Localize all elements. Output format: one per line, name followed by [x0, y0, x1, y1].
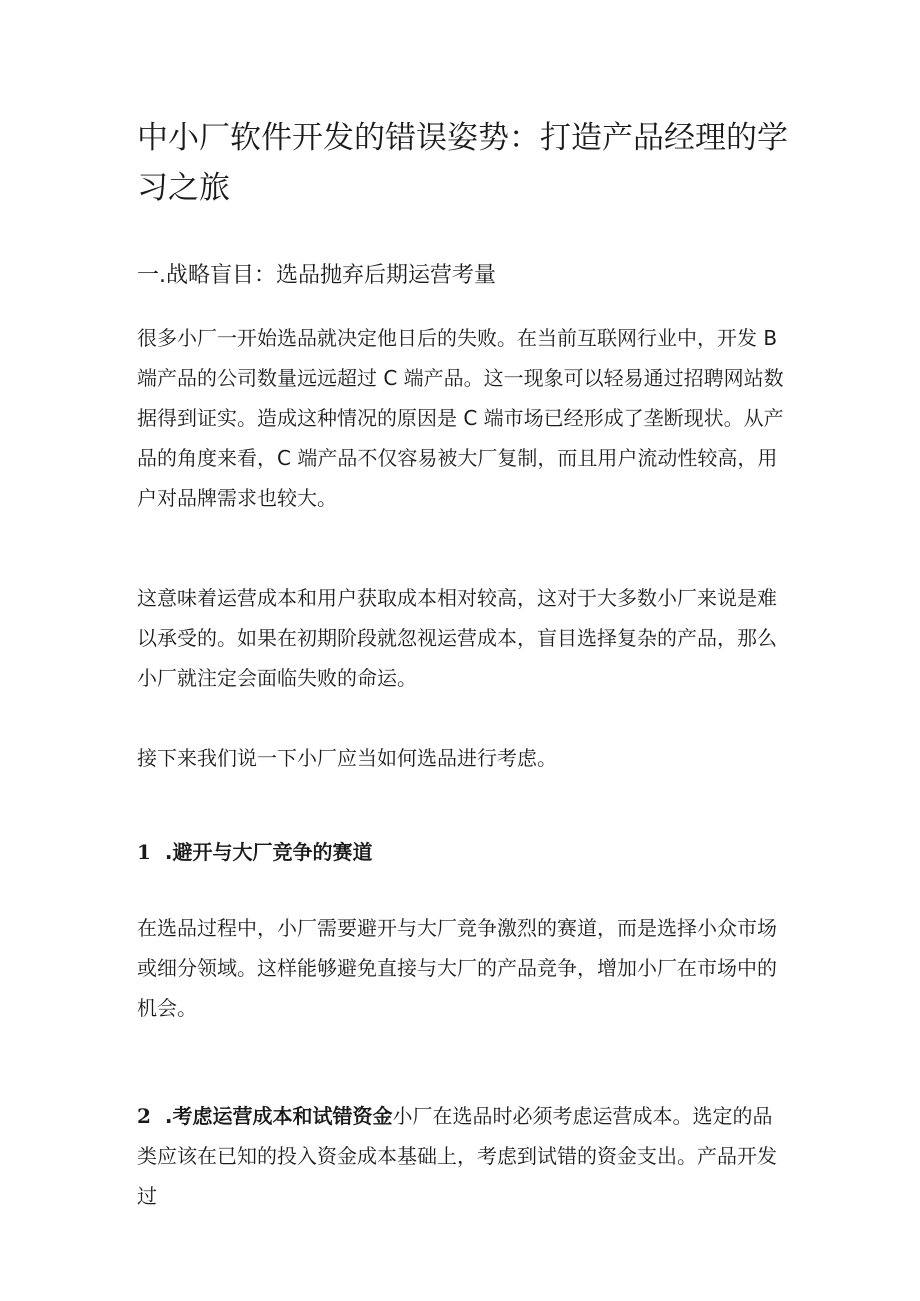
subheading-2-body: 小厂在选品时必须考虑运营成本。选定的品类应该在已知的投入资金成本基础上，考虑到试错的资金支出。产品开发过 [137, 1104, 777, 1208]
paragraph-4: 在选品过程中，小厂需要避开与大厂竞争激烈的赛道，而是选择小众市场或细分领域。这样能够避免直接与大厂的产品竞争，增加小厂在市场中的机会。 [137, 916, 777, 1020]
subheading-2-title: .考虑运营成本和试错资金 [164, 1104, 393, 1128]
subheading-1-title: .避开与大厂竞争的赛道 [164, 840, 373, 864]
subheading-1-number: 1 [137, 840, 151, 864]
section-heading: 一.战略盲目：选品抛弃后期运营考量 [137, 263, 496, 288]
paragraph-2: 这意味着运营成本和用户获取成本相对较高，这对于大多数小厂来说是难以承受的。如果在初期阶段就忽视运营成本，盲目选择复杂的产品，那么小厂就注定会面临失败的命运。 [137, 586, 777, 690]
subheading-2 [137, 1096, 792, 1216]
paragraph-1: 很多小厂一开始选品就决定他日后的失败。在当前互联网行业中，开发 B 端产品的公司数量远远超过 C 端产品。这一现象可以轻易通过招聘网站数据得到证实。造成这种情况的原因是 C 端市场已经形成了垄断现状。从产品的角度来看，C 端产品不仅容易被大厂复制，而且用户流动性较高，用户对品牌需求也较大。 [137, 326, 784, 510]
document-title: 中小厂软件开发的错误姿势：打造产品经理的学习之旅 [137, 120, 788, 206]
subheading-1 [137, 832, 792, 872]
paragraph-3: 接下来我们说一下小厂应当如何选品进行考虑。 [137, 746, 557, 770]
subheading-2-number: 2 [137, 1104, 151, 1128]
